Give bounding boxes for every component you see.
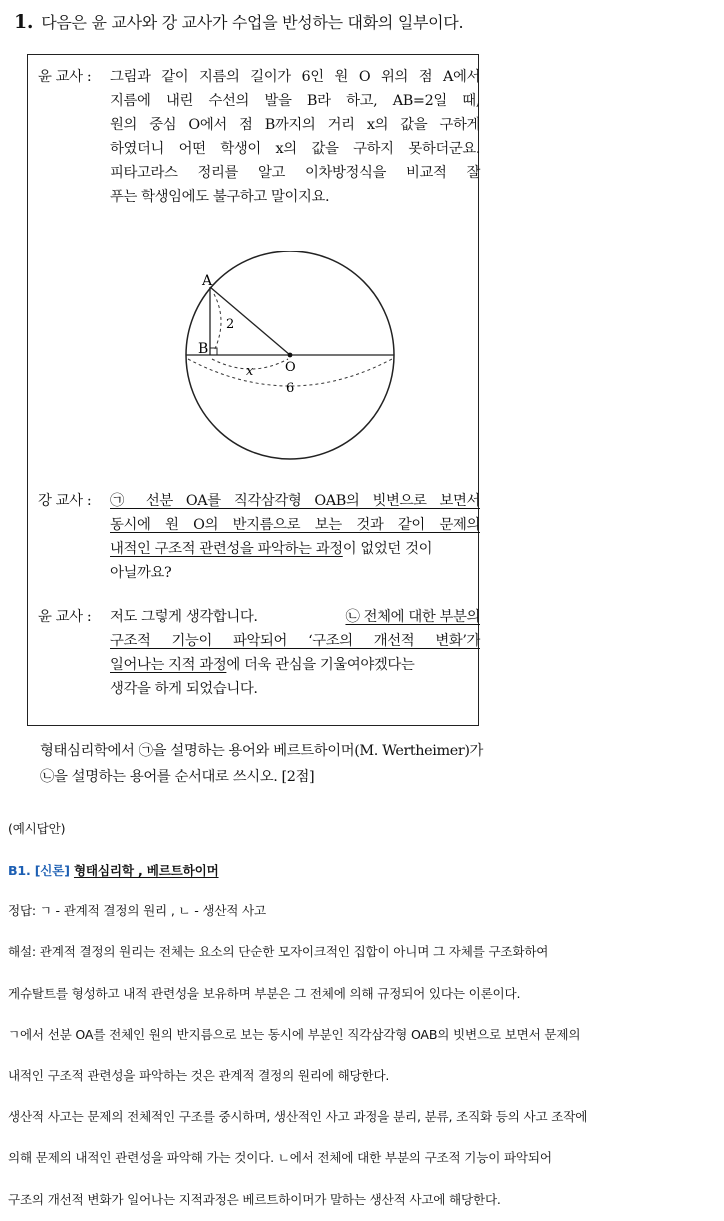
dialogue-line: 피타고라스 정리를 알고 이차방정식을 비교적 잘 — [110, 165, 480, 181]
dialogue-line: 생각을 하게 되었습니다. — [110, 681, 258, 697]
explanation-line: 게슈탈트를 형성하고 내적 관련성을 보유하며 부분은 그 전체에 의해 규정되어 있다는 이론이다. — [8, 986, 521, 1001]
explanation-line: 해설: 관계적 결정의 원리는 전체는 요소의 단순한 모자이크적인 집합이 아니며 그 자체를 구조화하여 — [8, 944, 549, 959]
underlined-phrase: ㉡ 전체에 대한 부분의 — [345, 609, 480, 625]
dialogue-text — [110, 605, 480, 701]
dialogue-line: 원의 중심 O에서 점 B까지의 거리 x의 값을 구하게 — [110, 117, 480, 133]
instruction-line: ㉡을 설명하는 용어를 순서대로 쓰시오. [2점] — [40, 769, 315, 785]
explanation-line: 의해 문제의 내적인 관련성을 파악해 가는 것이다. ㄴ에서 전체에 대한 부분의 구조적 기능이 파악되어 — [8, 1150, 552, 1165]
question-instruction — [40, 738, 483, 790]
dialogue-line: 구조적 기능이 파악되어 ‘구조의 개선적 변화’가 — [110, 633, 480, 649]
label-ab-length: 2 — [226, 317, 235, 332]
answer-line: 정답: ㄱ - 관계적 결정의 원리 , ㄴ - 생산적 사고 — [8, 903, 266, 918]
answer-heading — [8, 862, 219, 880]
dialogue-line: 지름에 내린 수선의 발을 B라 하고, AB=2일 때, — [110, 93, 480, 109]
instruction-line: 형태심리학에서 ㉠을 설명하는 용어와 베르트하이머(M. Wertheimer)가 — [40, 743, 484, 759]
dialogue-text-fragment: 에 더욱 관심을 기울여야겠다는 — [226, 657, 415, 673]
explanation-line: 내적인 구조적 관련성을 파악하는 것은 관계적 결정의 원리에 해당한다. — [8, 1068, 390, 1083]
label-point-b: B — [198, 341, 209, 357]
question-number: 1. — [14, 11, 34, 33]
brace-ab — [214, 294, 221, 351]
label-x: x — [246, 364, 254, 379]
underlined-phrase: 일어나는 지적 과정 — [110, 657, 227, 673]
question-header — [14, 8, 463, 37]
dialogue-text-fragment: 이 없었던 것이 — [342, 541, 433, 557]
dialogue-line — [110, 653, 480, 677]
underlined-phrase: 내적인 구조적 관련성을 파악하는 과정 — [110, 541, 343, 557]
explanation-line: 구조의 개선적 변화가 일어나는 지적과정은 베르트하이머가 말하는 생산적 사고에 해당한다. — [8, 1192, 501, 1207]
explanation-line: ㄱ에서 선분 OA를 전체인 원의 반지름으로 보는 동시에 부분인 직각삼각형 OAB의 빗변으로 보면서 문제의 — [8, 1027, 581, 1042]
dialogue-line: ㉠ 선분 OA를 직각삼각형 OAB의 빗변으로 보면서 — [110, 493, 480, 509]
dialogue-line: 동시에 원 O의 반지름으로 보는 것과 같이 문제의 — [110, 517, 480, 533]
label-diameter: 6 — [286, 381, 295, 396]
segment-oa — [210, 287, 290, 355]
dialogue-text-fragment: 저도 그렇게 생각합니다. — [110, 609, 258, 625]
dialogue-line: 하였더니 어떤 학생이 x의 값을 구하지 못하더군요. — [110, 141, 480, 157]
dialogue-line: 푸는 학생임에도 불구하고 말이지요. — [110, 189, 330, 205]
example-answer-label: (예시답안) — [8, 821, 66, 836]
center-dot — [288, 353, 293, 358]
dialogue-text — [110, 489, 480, 585]
dialogue-box — [27, 54, 479, 726]
dialogue-line: 그림과 같이 지름의 길이가 6인 원 O 위의 점 A에서 — [110, 69, 480, 85]
speaker-label: 윤 교사 : — [38, 69, 92, 85]
right-angle-mark — [210, 348, 217, 355]
answer-topic: 형태심리학 , 베르트하이머 — [73, 863, 219, 878]
dialogue-text — [110, 65, 480, 209]
circle-figure — [176, 251, 426, 471]
label-point-o: O — [285, 360, 296, 375]
speaker-label: 윤 교사 : — [38, 609, 92, 625]
answer-code: B1. [신론] — [8, 863, 70, 878]
dialogue-line — [110, 537, 480, 561]
dialogue-line: 아닐까요? — [110, 565, 172, 581]
label-point-a: A — [202, 273, 213, 289]
explanation-line: 생산적 사고는 문제의 전체적인 구조를 중시하며, 생산적인 사고 과정을 분리, 분류, 조직화 등의 사고 조작에 — [8, 1109, 588, 1124]
question-text: 다음은 윤 교사와 강 교사가 수업을 반성하는 대화의 일부이다. — [41, 13, 464, 32]
dialogue-line — [110, 605, 480, 629]
speaker-label: 강 교사 : — [38, 493, 92, 509]
